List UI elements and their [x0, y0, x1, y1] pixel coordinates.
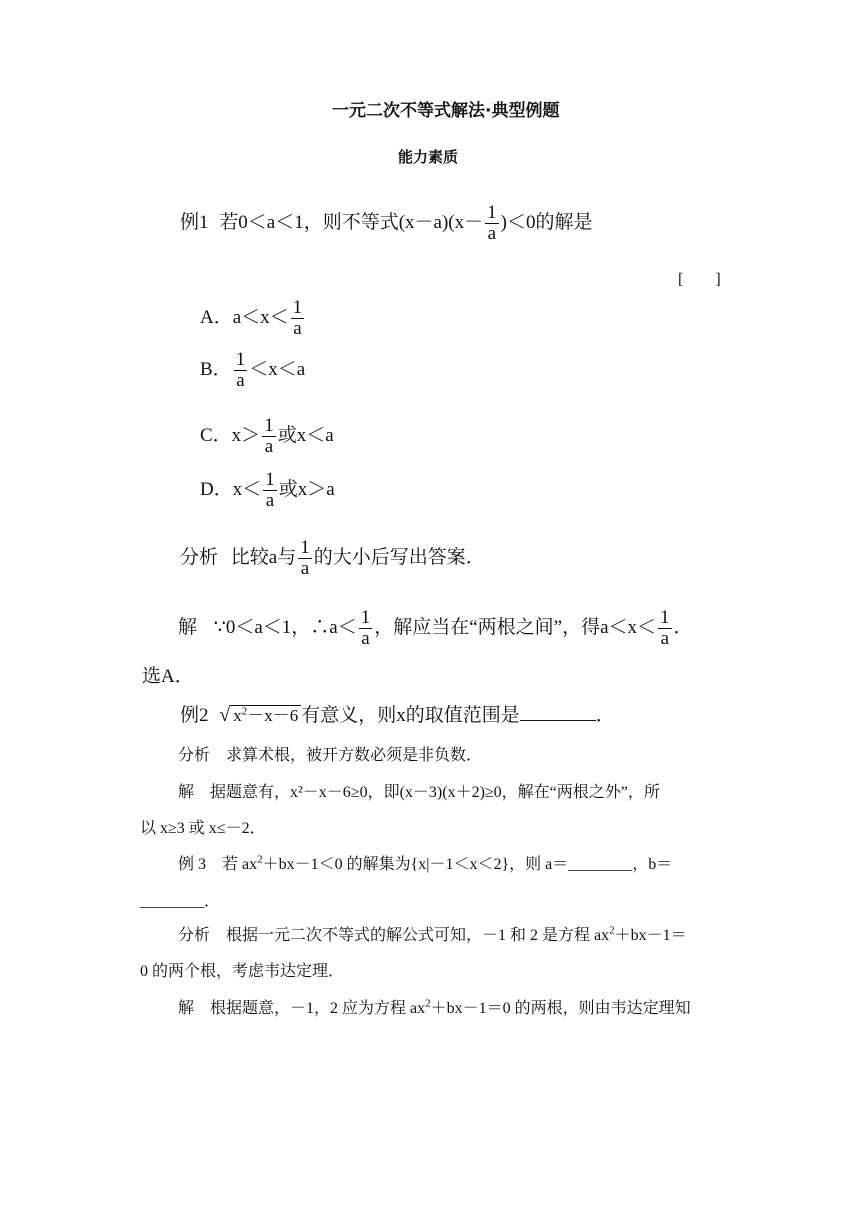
ex2-solution-line2: 以 x≥3 或 x≤－2．	[140, 820, 266, 837]
ex2-solution-line1: 解 据题意有，x²－x－6≥0，即(x－3)(x＋2)≥0，解在“两根之外”，所	[178, 784, 660, 801]
ex2-analysis: 分析 求算术根，被开方数必须是非负数．	[178, 747, 483, 764]
ex3-analysis-line1: 分析 根据一元二次不等式的解公式可知，－1 和 2 是方程 $ax^2+bx-1=$	[178, 924, 687, 944]
ex2-radical: √ $x^2-x-6$	[219, 701, 301, 727]
ex1-analysis: 分析 比较a与 $\frac{1}{a}$ 的大小后写出答案．	[180, 537, 485, 579]
section-subtitle: 能力素质	[398, 148, 459, 166]
ex3-stem-line2: ________．	[140, 893, 221, 910]
ex1-stem	[180, 203, 592, 244]
ex1-stem-fraction: $\frac{1}{a}$	[487, 202, 497, 244]
ex1-stem-pre: 若0＜a＜1，则不等式(x－a)(x－	[219, 211, 484, 233]
page-title: 一元二次不等式解法·典型例题	[332, 101, 560, 121]
ex1-label: 例1	[180, 211, 209, 233]
ex3-solution: 解 根据题意，－1，2 应为方程 $ax^2+bx-1=0$ 的两根，则由韦达定理知	[178, 997, 691, 1017]
ex3-analysis-line2: 0 的两个根，考虑韦达定理．	[140, 963, 345, 980]
ex1-solution: 解 ∵0＜a＜1，∴a＜ $\frac{1}{a}$ ，解应当在“两根之间”，得a＜x＜ $\frac{1}{a}$ ．	[178, 607, 693, 649]
ex1-option-a: A．a＜x＜ $\frac{1}{a}$	[200, 297, 303, 339]
ex1-option-b: B． $\frac{1}{a}$ ＜x＜a	[200, 349, 306, 391]
ex3-stem-line1: 例 3 若 $ax^2+bx-1<0$ 的解集为{x|－1＜x＜2}，则 a＝________，b＝	[178, 853, 673, 873]
ex2-label: 例2	[180, 705, 209, 726]
ex1-solution-line2: 选A．	[142, 666, 194, 687]
ex1-stem-post: )＜0的解是	[500, 211, 593, 233]
ex2-stem: 例2 √ $x^2-x-6$ 有意义，则x的取值范围是 ．	[180, 700, 615, 727]
ex2-answer-blank[interactable]	[520, 719, 596, 721]
ex1-answer-bracket: [ ]	[678, 271, 721, 288]
ex1-option-d: D．x＜ $\frac{1}{a}$ 或x＞a	[200, 469, 335, 511]
ex1-option-c: C．x＞ $\frac{1}{a}$ 或x＜a	[200, 415, 334, 457]
